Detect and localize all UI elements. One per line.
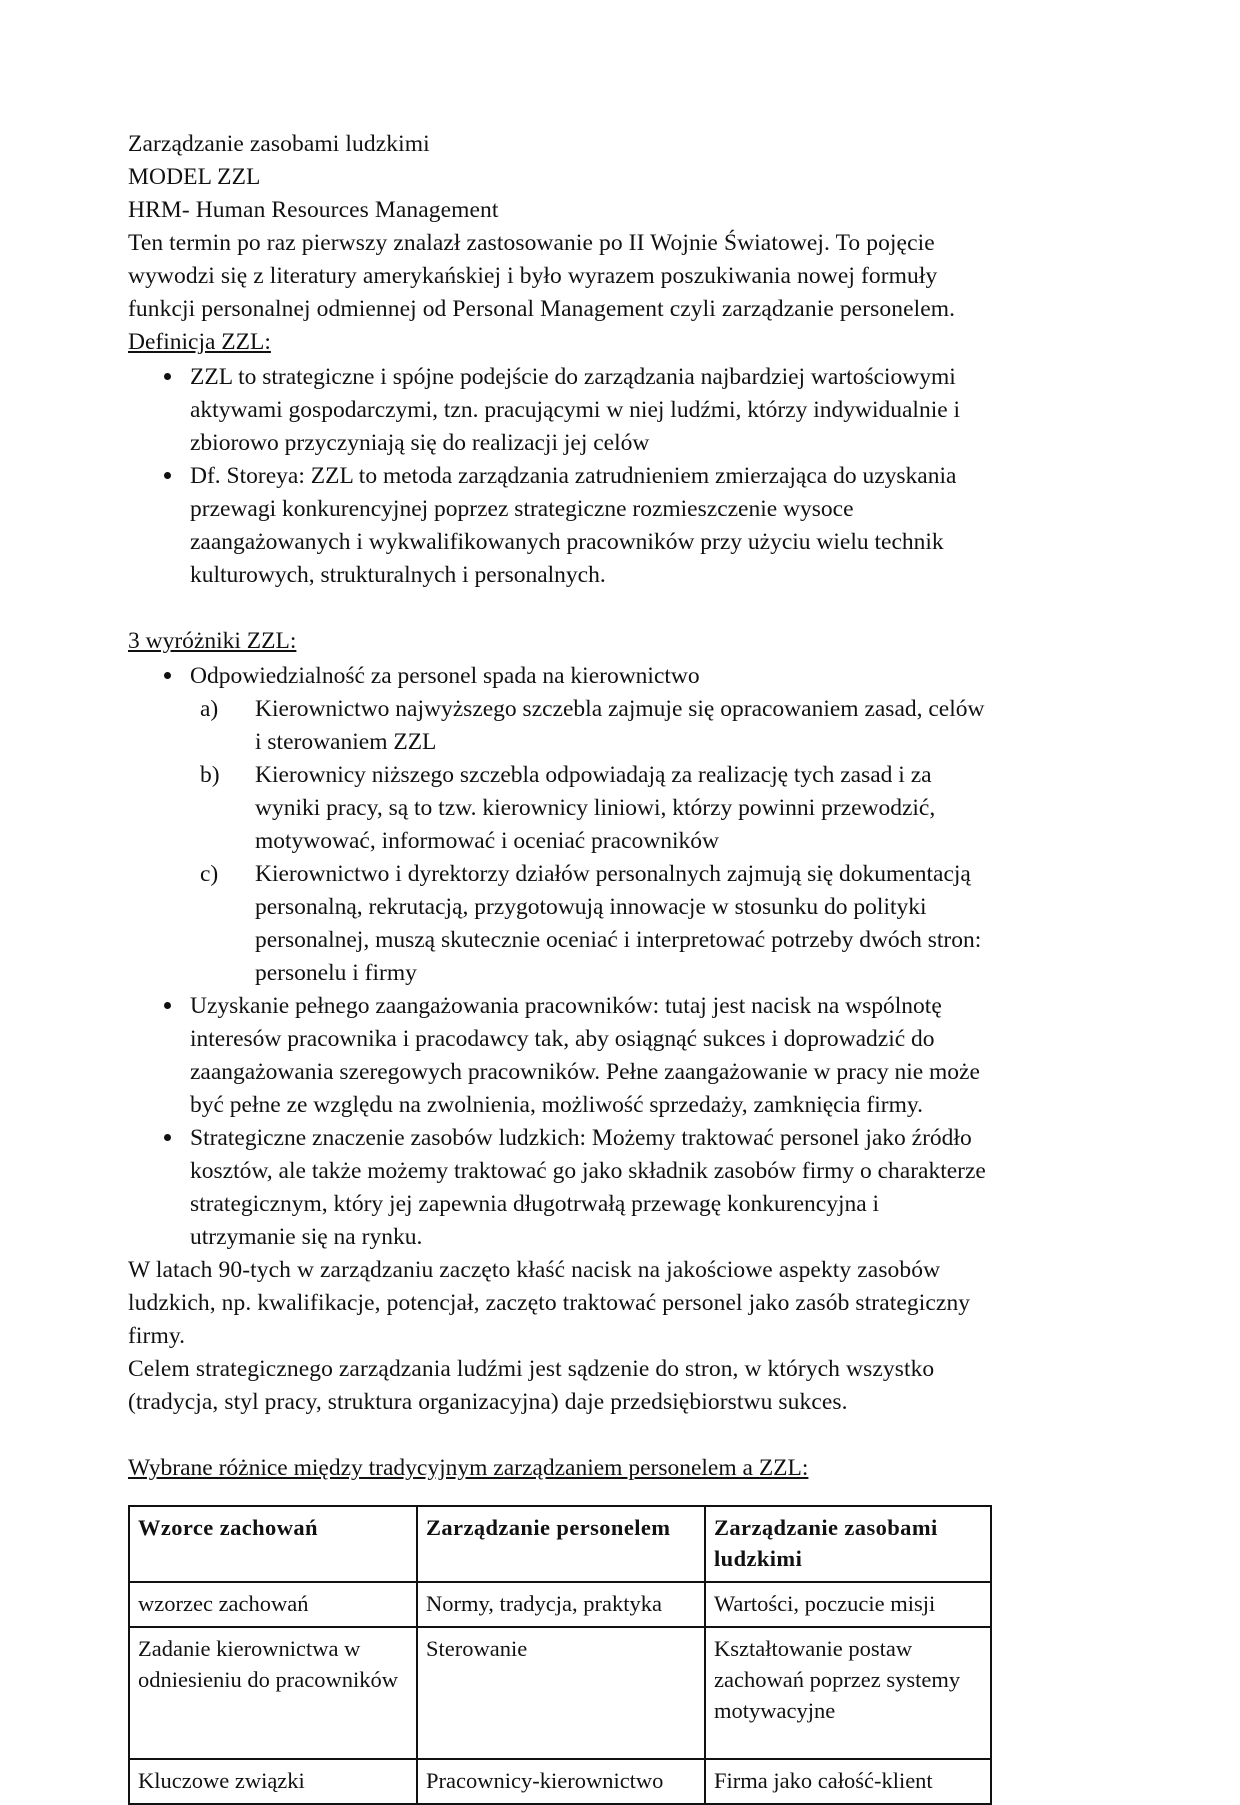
definition-bullet-text: Df. Storeya: ZZL to metoda zarządzania zatrudnieniem zmierzająca do uzyskania przewagi konkurencyjnej poprzez strategiczne rozmieszczenie wysoce zaangażowanych i wykwalifikowanych pracowników przy użyciu wielu technik kulturowych, strukturalnych i personalnych. xyxy=(190,463,957,588)
table-cell: Pracownicy-kierownictwo xyxy=(417,1759,705,1804)
bullet-dot-icon xyxy=(164,373,171,380)
column-header-personnel-management: Zarządzanie personelem xyxy=(417,1506,705,1582)
definition-heading: Definicja ZZL: xyxy=(128,329,271,355)
distinctive-two-text: Uzyskanie pełnego zaangażowania pracowników: tutaj jest nacisk na wspólnotę interesów pracownika i pracodawcy tak, aby osiągnąć sukces i doprowadzić do zaangażowania szeregowych pracowników. Pełne zaangażowanie w pracy nie może być pełne ze względu na zwolnienia, możliwość sprzedaży, zamknięcia firmy. xyxy=(190,993,980,1118)
table-header-row xyxy=(129,1506,991,1582)
lettered-item-text: Kierownictwo najwyższego szczebla zajmuje się opracowaniem zasad, celów i sterowaniem ZZL xyxy=(255,696,985,755)
intro-paragraph: Ten termin po raz pierwszy znalazł zastosowanie po II Wojnie Światowej. To pojęcie wywodzi się z literatury amerykańskiej i było wyrazem poszukiwania nowej formuły funkcji personalnej odmiennej od Personal Management czyli zarządzanie personelem. xyxy=(128,230,956,322)
bullet-dot-icon xyxy=(164,1134,171,1141)
list-item xyxy=(128,361,990,460)
lettered-sublist xyxy=(188,693,990,990)
document-title-hrm: HRM- Human Resources Management xyxy=(128,197,499,223)
table-row xyxy=(129,1627,991,1759)
distinctives-bullet-list-2 xyxy=(128,990,990,1254)
distinctive-one-text: Odpowiedzialność za personel spada na kierownictwo xyxy=(190,663,700,689)
paragraph-goal: Celem strategicznego zarządzania ludźmi jest sądzenie do stron, w których wszystko (tradycja, styl pracy, struktura organizacyjna) daje przedsiębiorstwu sukces. xyxy=(128,1356,935,1415)
table-cell: Firma jako całość-klient xyxy=(705,1759,991,1804)
bullet-dot-icon xyxy=(164,672,171,679)
table-cell: Wartości, poczucie misji xyxy=(705,1582,991,1627)
list-item xyxy=(128,460,990,592)
column-header-behaviour-patterns: Wzorce zachowań xyxy=(129,1506,417,1582)
table-heading: Wybrane różnice między tradycyjnym zarządzaniem personelem a ZZL: xyxy=(128,1455,809,1481)
section-spacer xyxy=(128,592,990,625)
section-spacer xyxy=(128,1419,990,1452)
table-cell: Kluczowe związki xyxy=(129,1759,417,1804)
list-marker-c: c) xyxy=(200,861,219,887)
definition-bullet-text: ZZL to strategiczne i spójne podejście do zarządzania najbardziej wartościowymi aktywami gospodarczymi, tzn. pracującymi w niej ludźmi, którzy indywidualnie i zbiorowo przyczyniają się do realizacji jej celów xyxy=(190,364,961,456)
table-row xyxy=(129,1582,991,1627)
document-body xyxy=(128,128,990,1805)
list-item xyxy=(128,1122,990,1254)
table-cell: Zadanie kierownictwa w odniesieniu do pracowników xyxy=(129,1627,417,1759)
distinctives-heading: 3 wyróżniki ZZL: xyxy=(128,628,297,654)
distinctives-heading-row xyxy=(128,625,990,660)
list-marker-a: a) xyxy=(200,696,219,722)
lettered-sublist-wrapper xyxy=(128,693,990,990)
table-body xyxy=(129,1582,991,1804)
paragraph-nineties: W latach 90-tych w zarządzaniu zaczęto kłaść nacisk na jakościowe aspekty zasobów ludzkich, np. kwalifikacje, potencjał, zaczęto traktować personel jako zasób strategiczny firmy. xyxy=(128,1257,971,1349)
table-cell: wzorzec zachowań xyxy=(129,1582,417,1627)
lettered-item-text: Kierownicy niższego szczebla odpowiadają za realizację tych zasad i za wyniki pracy, są to tzw. kierownicy liniowi, którzy powinni przewodzić, motywować, informować i oceniać pracowników xyxy=(255,762,936,854)
list-item xyxy=(188,858,990,990)
distinctive-three-text: Strategiczne znaczenie zasobów ludzkich: Możemy traktować personel jako źródło kosztów, ale także możemy traktować go jako składnik zasobów firmy o charakterze strategicznym, który jej zapewnia długotrwałą przewagę konkurencyjna i utrzymanie się na rynku. xyxy=(190,1125,986,1250)
table-heading-row xyxy=(128,1452,990,1487)
list-item xyxy=(128,660,990,693)
distinctives-bullet-list xyxy=(128,660,990,693)
table-row xyxy=(129,1759,991,1804)
definition-heading-row xyxy=(128,326,990,361)
lettered-item-text: Kierownictwo i dyrektorzy działów personalnych zajmują się dokumentacją personalną, rekrutacją, przygotowują innowacje w stosunku do polityki personalnej, muszą skutecznie oceniać i interpretować potrzeby dwóch stron: personelu i firmy xyxy=(255,861,982,986)
document-title-main: Zarządzanie zasobami ludzkimi xyxy=(128,131,430,157)
table-cell: Normy, tradycja, praktyka xyxy=(417,1582,705,1627)
list-marker-b: b) xyxy=(200,762,220,788)
comparison-table xyxy=(128,1505,992,1805)
bullet-dot-icon xyxy=(164,472,171,479)
list-item xyxy=(188,693,990,759)
table-cell: Kształtowanie postaw zachowań poprzez systemy motywacyjne xyxy=(705,1627,991,1759)
table-header xyxy=(129,1506,991,1582)
column-header-human-resource-management: Zarządzanie zasobami ludzkimi xyxy=(705,1506,991,1582)
list-item xyxy=(188,759,990,858)
bullet-dot-icon xyxy=(164,1002,171,1009)
table-cell: Sterowanie xyxy=(417,1627,705,1759)
definition-bullet-list xyxy=(128,361,990,592)
document-title-model: MODEL ZZL xyxy=(128,164,261,190)
list-item xyxy=(128,990,990,1122)
comparison-table-wrapper xyxy=(128,1505,990,1805)
